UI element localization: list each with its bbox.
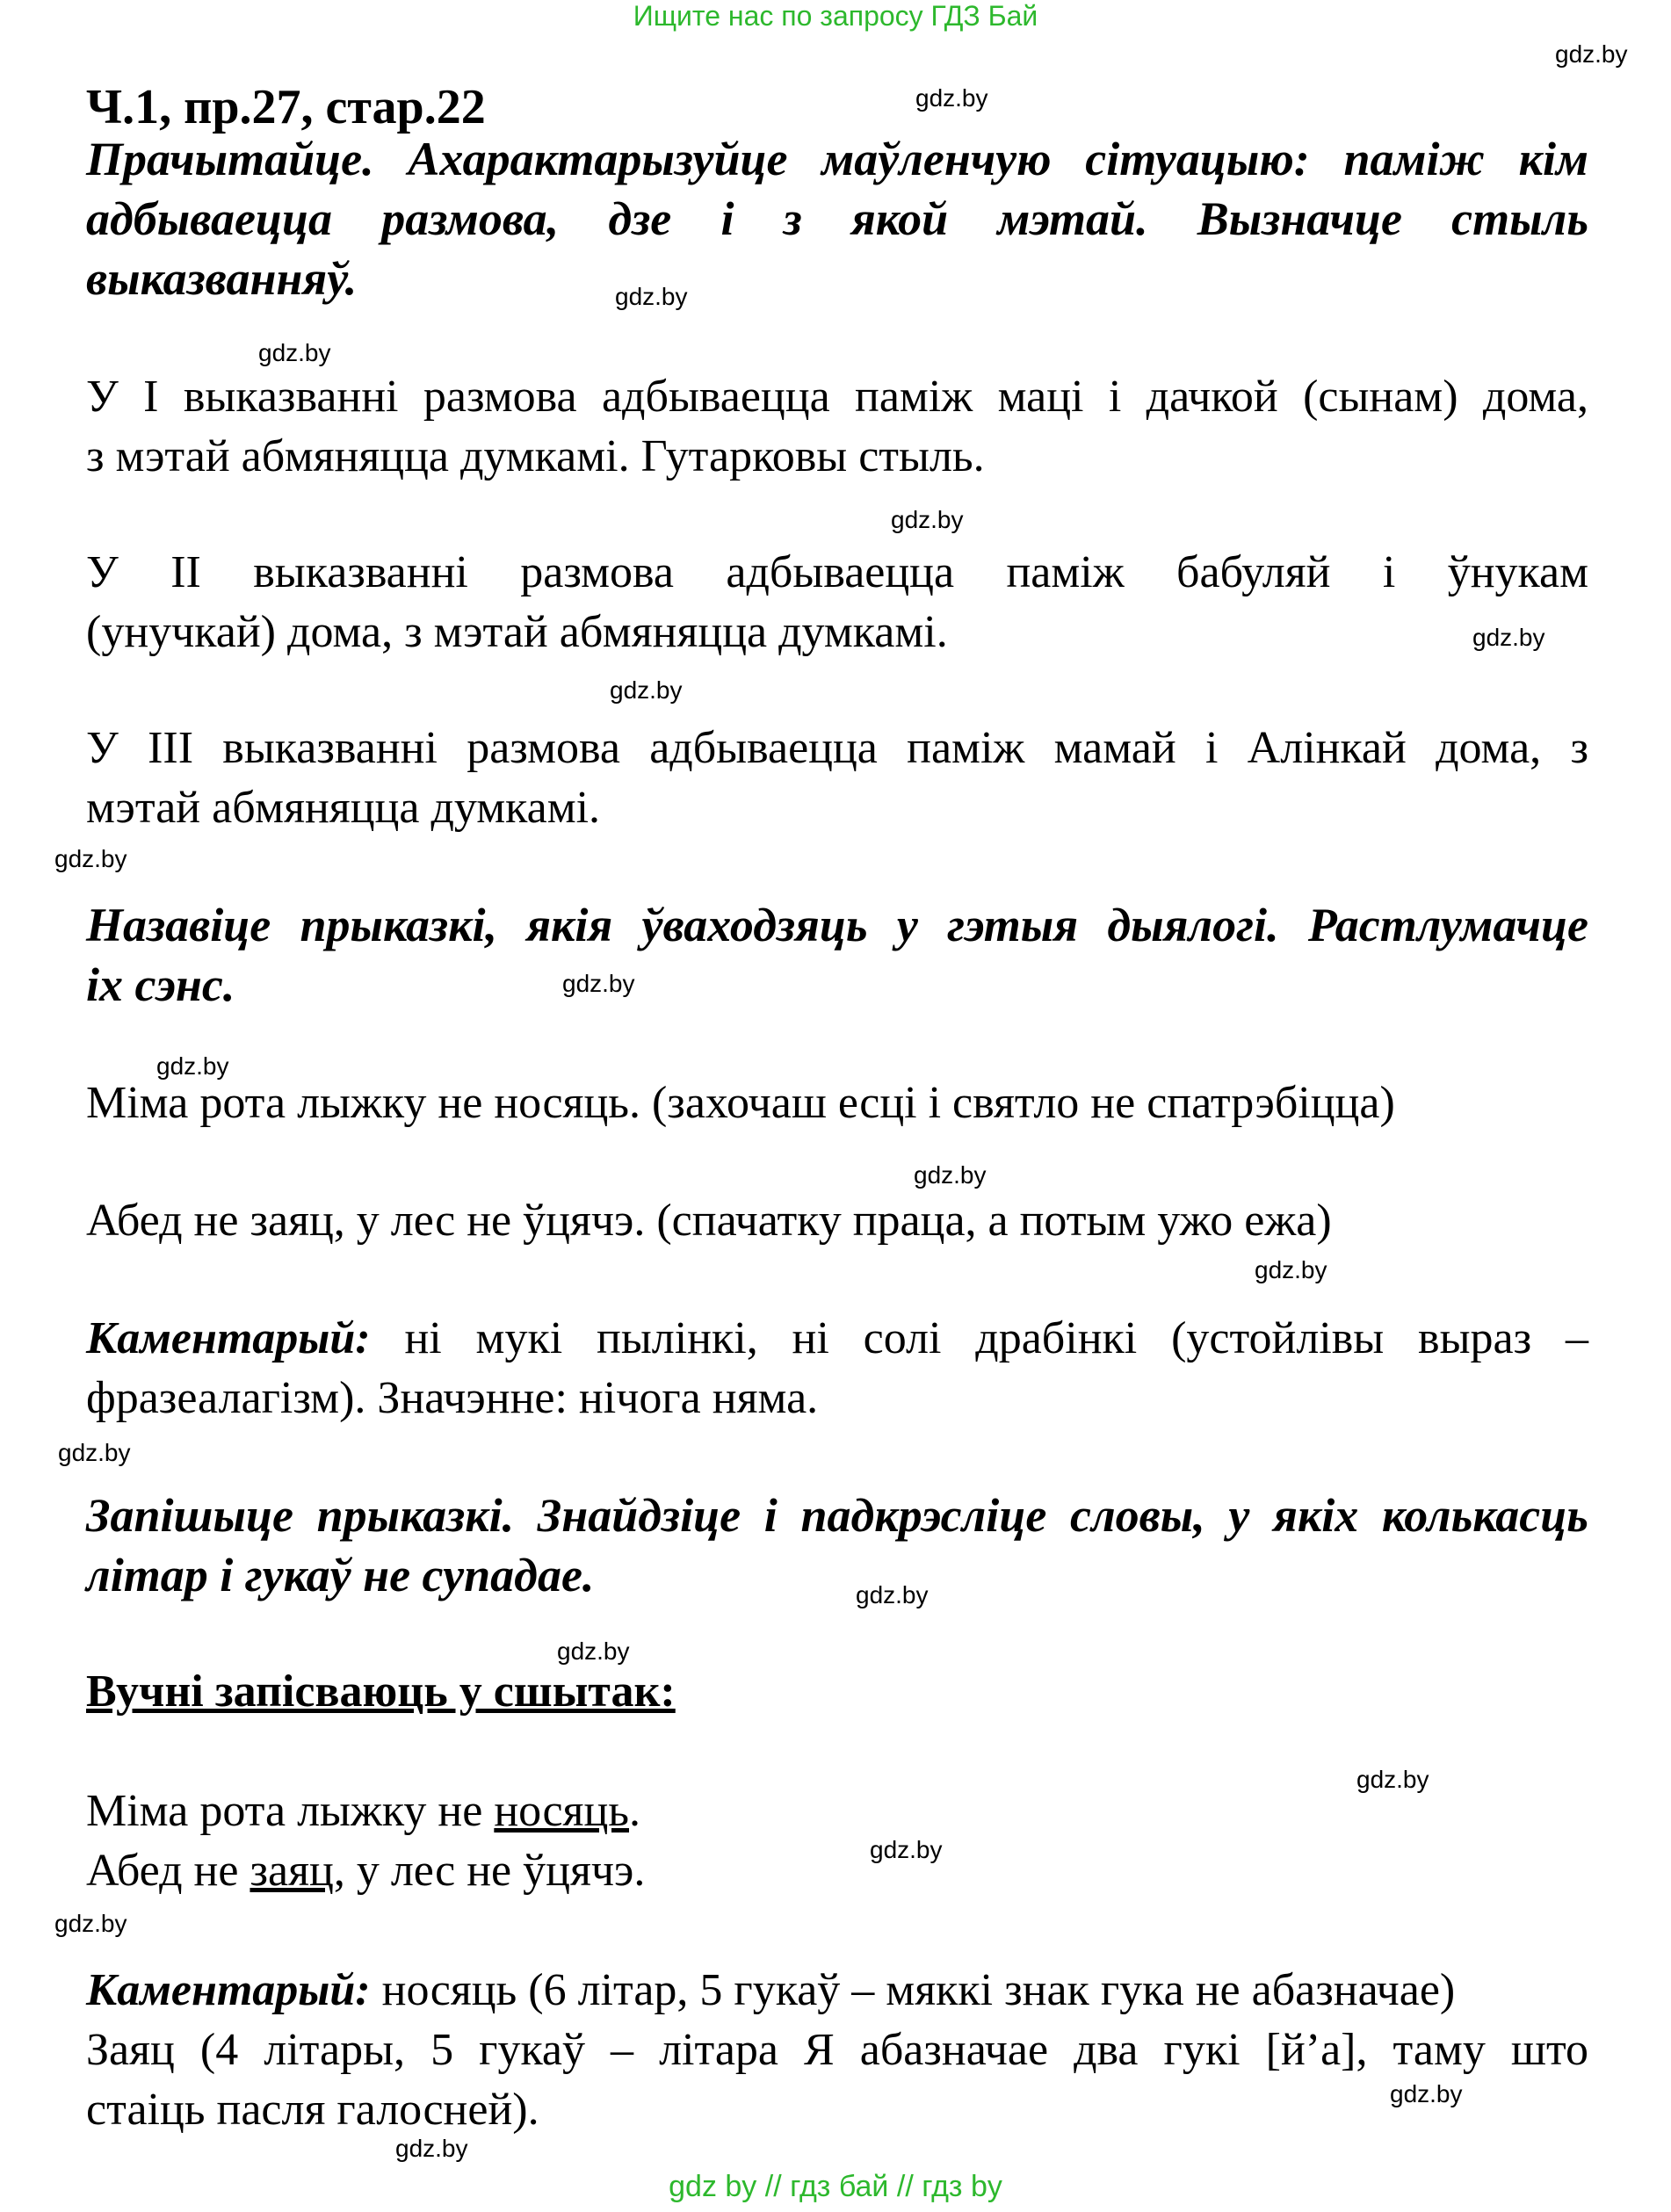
written-line-2	[86, 1845, 645, 1897]
underlined-word: заяц	[250, 1846, 334, 1896]
comment1-line1	[86, 1312, 1588, 1364]
task3-line2: літар і гукаў не супадае.	[86, 1549, 595, 1601]
comment2-line2: Заяц (4 літары, 5 гукаў – літара Я абазначае два гукі [й’а], таму што	[86, 2025, 1588, 2075]
task2-line2: іх сэнс.	[86, 958, 235, 1011]
comment2-text: носяць (6 літар, 5 гукаў – мяккі знак гука не абазначае)	[370, 1965, 1456, 2015]
watermark: gdz.by	[1356, 1766, 1429, 1793]
answer2-line1: У ІІ выказванні размова адбываецца паміж бабуляй і ўнукам	[86, 547, 1588, 597]
watermark: gdz.by	[1255, 1256, 1327, 1283]
watermark: gdz.by	[395, 2135, 468, 2162]
watermark: gdz.by	[557, 1637, 630, 1665]
watermark: gdz.by	[156, 1052, 229, 1080]
watermark: gdz.by	[610, 676, 683, 704]
comment2-line1	[86, 1964, 1455, 2016]
written-line-1	[86, 1785, 640, 1837]
answer3-line1: У ІІІ выказванні размова адбываецца паміж мамай і Алінкай дома, з	[86, 723, 1588, 773]
watermark: gdz.by	[914, 1161, 987, 1189]
page-header: Ч.1, пр.27, стар.22	[86, 80, 486, 134]
underlined-word: носяць	[494, 1786, 629, 1836]
written-text: Міма рота лыжку не	[86, 1786, 495, 1836]
watermark: gdz.by	[856, 1581, 929, 1608]
watermark: gdz.by	[891, 506, 964, 533]
watermark: gdz.by	[1472, 624, 1545, 651]
task3-line1: Запішыце прыказкі. Знайдзіце і падкрэсліце словы, у якіх колькасць	[86, 1489, 1588, 1542]
watermark: gdz.by	[258, 339, 331, 366]
answer1-line1: У І выказванні размова адбываецца паміж маці і дачкой (сынам) дома,	[86, 372, 1588, 422]
watermark: gdz.by	[54, 1910, 127, 1937]
task2-line1: Назавіце прыказкі, якія ўваходзяць у гэтыя дыялогі. Растлумачце	[86, 899, 1588, 951]
watermark: gdz.by	[54, 845, 127, 872]
watermark: gdz.by	[615, 283, 688, 310]
watermark: gdz.by	[58, 1439, 131, 1466]
task1-line2: адбываецца размова, дзе і з якой мэтай. Вызначце стыль	[86, 192, 1588, 245]
watermark: gdz.by	[562, 970, 635, 997]
proverb-1: Міма рота лыжку не носяць. (захочаш есці і святло не спатрэбіцца)	[86, 1078, 1395, 1128]
watermark: gdz.by	[1555, 40, 1628, 68]
answer1-line2: з мэтай абмяняцца думкамі. Гутарковы стыль.	[86, 431, 985, 481]
comment2-line3: стаіць пасля галосней).	[86, 2085, 539, 2135]
answer3-line2: мэтай абмяняцца думкамі.	[86, 783, 601, 833]
section-title: Вучні запісваюць у сшытак:	[86, 1666, 676, 1717]
task1-line3: выказванняў.	[86, 252, 358, 305]
comment1-line2: фразеалагізм). Значэнне: нічога няма.	[86, 1373, 819, 1423]
bottom-banner: gdz by // гдз бай // гдз by	[669, 2170, 1002, 2203]
watermark: gdz.by	[870, 1836, 943, 1863]
comment2-label: Каментарый:	[86, 1965, 371, 2015]
written-text: , у лес не ўцячэ.	[333, 1846, 646, 1896]
proverb-2: Абед не заяц, у лес не ўцячэ. (спачатку праца, а потым ужо ежа)	[86, 1196, 1332, 1246]
comment1-label: Каментарый:	[86, 1313, 371, 1363]
answer2-line2: (унучкай) дома, з мэтай абмяняцца думкамі.	[86, 607, 948, 657]
written-text: .	[629, 1786, 640, 1836]
written-text: Абед не	[86, 1846, 250, 1896]
watermark: gdz.by	[1390, 2080, 1463, 2107]
comment1-text: ні мукі пылінкі, ні солі драбінкі (устойлівы выраз –	[370, 1313, 1588, 1363]
top-banner: Ищите нас по запросу ГДЗ Бай	[633, 0, 1038, 32]
watermark: gdz.by	[915, 84, 988, 112]
task1-line1: Прачытайце. Ахарактарызуйце маўленчую сітуацыю: паміж кім	[86, 133, 1588, 185]
